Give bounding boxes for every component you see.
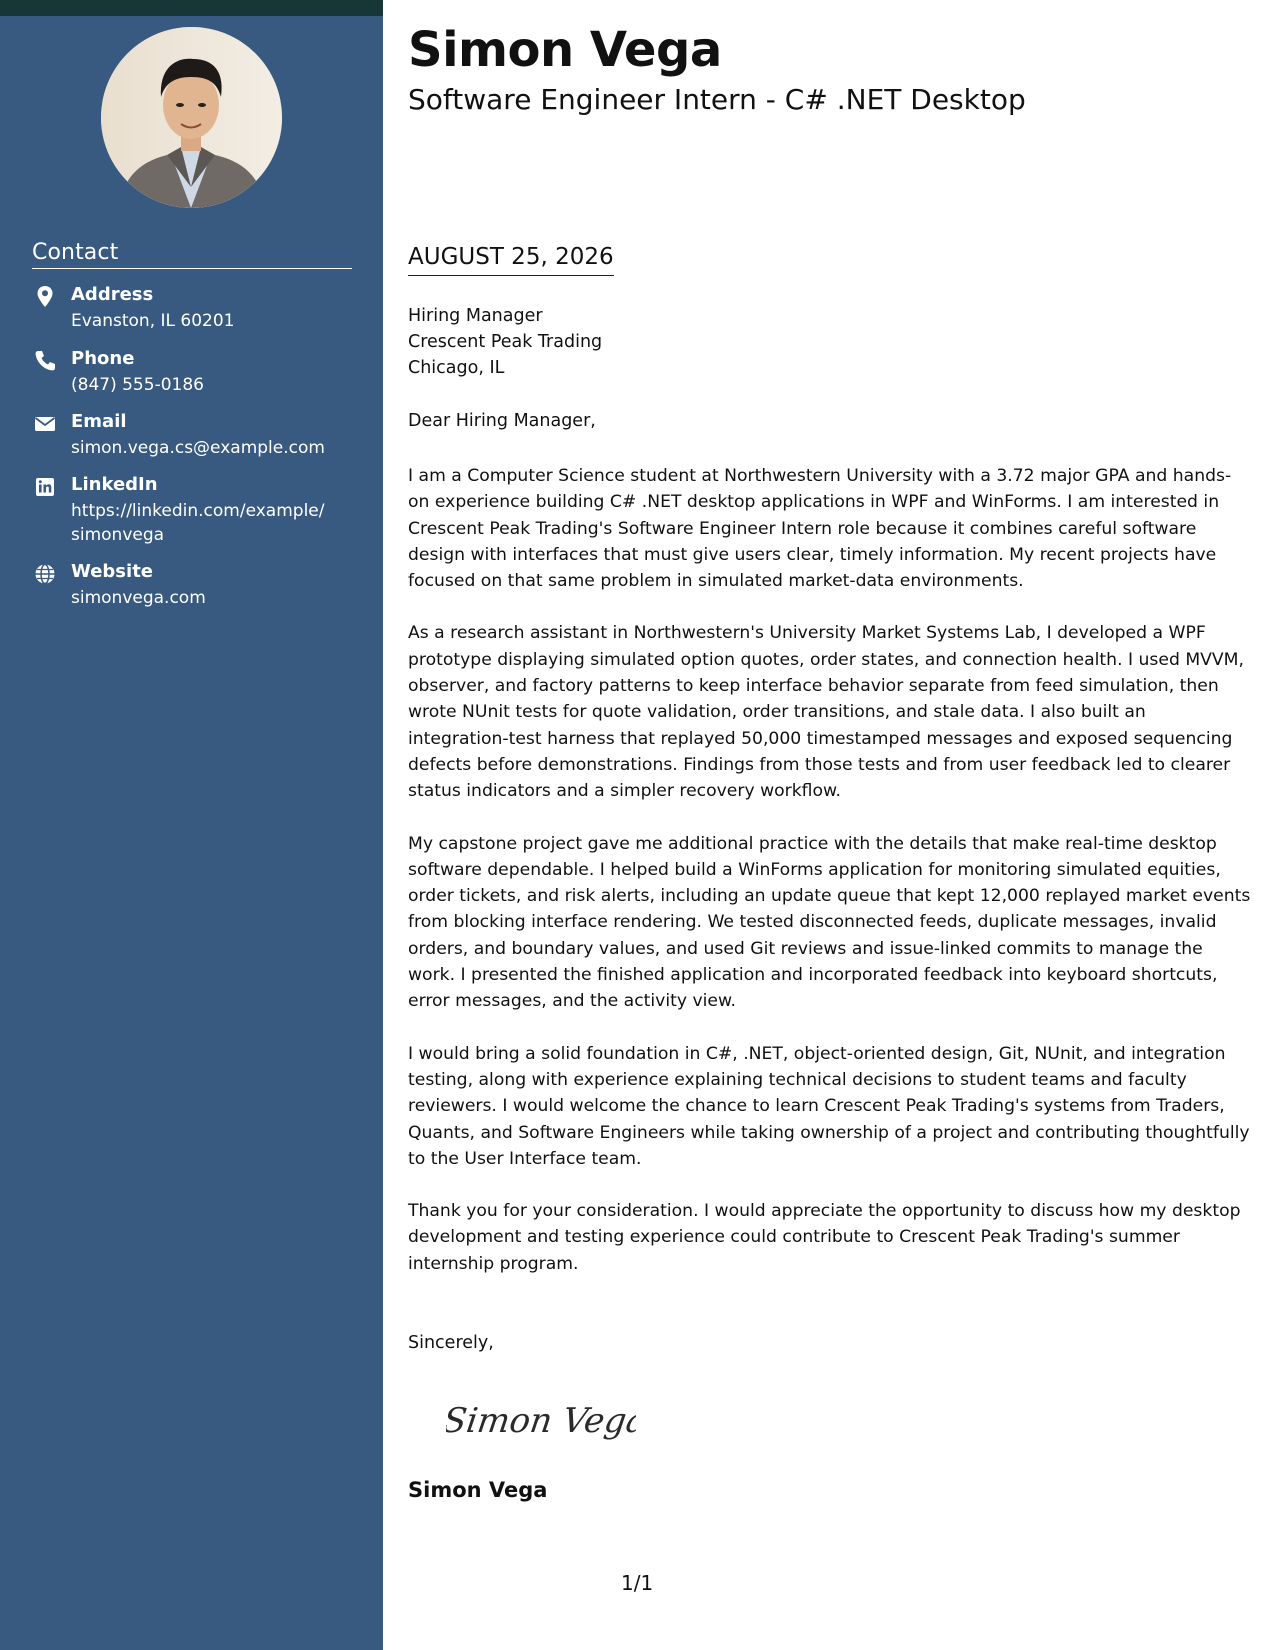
contact-value: Evanston, IL 60201 <box>71 311 235 331</box>
contact-label: Address <box>71 284 154 305</box>
letter-date: AUGUST 25, 2026 <box>408 244 614 276</box>
avatar <box>101 27 282 208</box>
handwritten-signature <box>446 1388 636 1448</box>
contact-value: (847) 555-0186 <box>71 375 204 395</box>
body-paragraph: My capstone project gave me additional practice with the details that make real-time desktop software dependable. I helped build a WinForms application for monitoring simulated equities, order tickets, and risk alerts, including an update queue that kept 12,000 replayed market events from blocking interface rendering. We tested disconnected feeds, duplicate messages, invalid orders, and boundary values, and used Git reviews and issue-linked commits to manage the work. I presented the finished application and incorporated feedback into keyboard shortcuts, error messages, and the activity view. <box>408 833 1251 1012</box>
contact-label: Email <box>71 411 127 432</box>
recipient-line: Chicago, IL <box>408 358 505 378</box>
applicant-name: Simon Vega <box>408 22 722 78</box>
phone-icon <box>32 348 58 374</box>
contact-label: Website <box>71 561 154 582</box>
envelope-icon <box>32 411 58 437</box>
recipient-block <box>408 303 602 381</box>
contact-heading: Contact <box>32 240 352 269</box>
recipient-line: Crescent Peak Trading <box>408 332 603 352</box>
linkedin-link[interactable]: https://linkedin.com/example/simonvega <box>71 501 325 545</box>
body-paragraph: Thank you for your consideration. I would appreciate the opportunity to discuss how my desktop development and testing experience could contribute to Crescent Peak Trading's summer internship program. <box>408 1201 1241 1274</box>
website-link[interactable]: simonvega.com <box>71 588 206 608</box>
job-title: Software Engineer Intern - C# .NET Desktop <box>408 83 1026 116</box>
letter-body <box>408 463 1251 1303</box>
globe-icon <box>32 561 58 587</box>
contact-label: Phone <box>71 348 135 369</box>
signature-text: Simon Vega <box>446 1401 636 1441</box>
sidebar <box>0 0 383 1650</box>
body-paragraph: I would bring a solid foundation in C#, .NET, object-oriented design, Git, NUnit, and integration testing, along with experience explaining technical decisions to student teams and faculty reviewers. I would welcome the chance to learn Crescent Peak Trading's systems from Traders, Quants, and Software Engineers while taking ownership of a project and contributing thoughtfully to the User Interface team. <box>408 1043 1250 1169</box>
map-pin-icon <box>32 284 58 310</box>
recipient-line: Hiring Manager <box>408 306 543 326</box>
contact-label: LinkedIn <box>71 474 158 495</box>
sidebar-top-bar <box>0 0 383 16</box>
signer-name: Simon Vega <box>408 1478 548 1502</box>
page-number: 1/1 <box>621 1571 654 1595</box>
closing: Sincerely, <box>408 1333 494 1353</box>
body-paragraph: As a research assistant in Northwestern's University Market Systems Lab, I developed a WPF prototype displaying simulated option quotes, order states, and connection health. I used MVVM, observer, and factory patterns to keep interface behavior separate from feed simulation, then wrote NUnit tests for quote validation, order transitions, and stale data. I also built an integration-test harness that replayed 50,000 timestamped messages and exposed sequencing defects before demonstrations. Findings from those tests and from user feedback led to clearer status indicators and a simpler recovery workflow. <box>408 623 1244 802</box>
salutation: Dear Hiring Manager, <box>408 411 596 431</box>
body-paragraph: I am a Computer Science student at Northwestern University with a 3.72 major GPA and hands-on experience building C# .NET desktop applications in WPF and WinForms. I am interested in Crescent Peak Trading's Software Engineer Intern role because it combines careful software design with interfaces that must give users clear, timely information. My recent projects have focused on that same problem in simulated market-data environments. <box>408 466 1232 592</box>
linkedin-icon <box>32 474 58 500</box>
email-link[interactable]: simon.vega.cs@example.com <box>71 438 325 458</box>
